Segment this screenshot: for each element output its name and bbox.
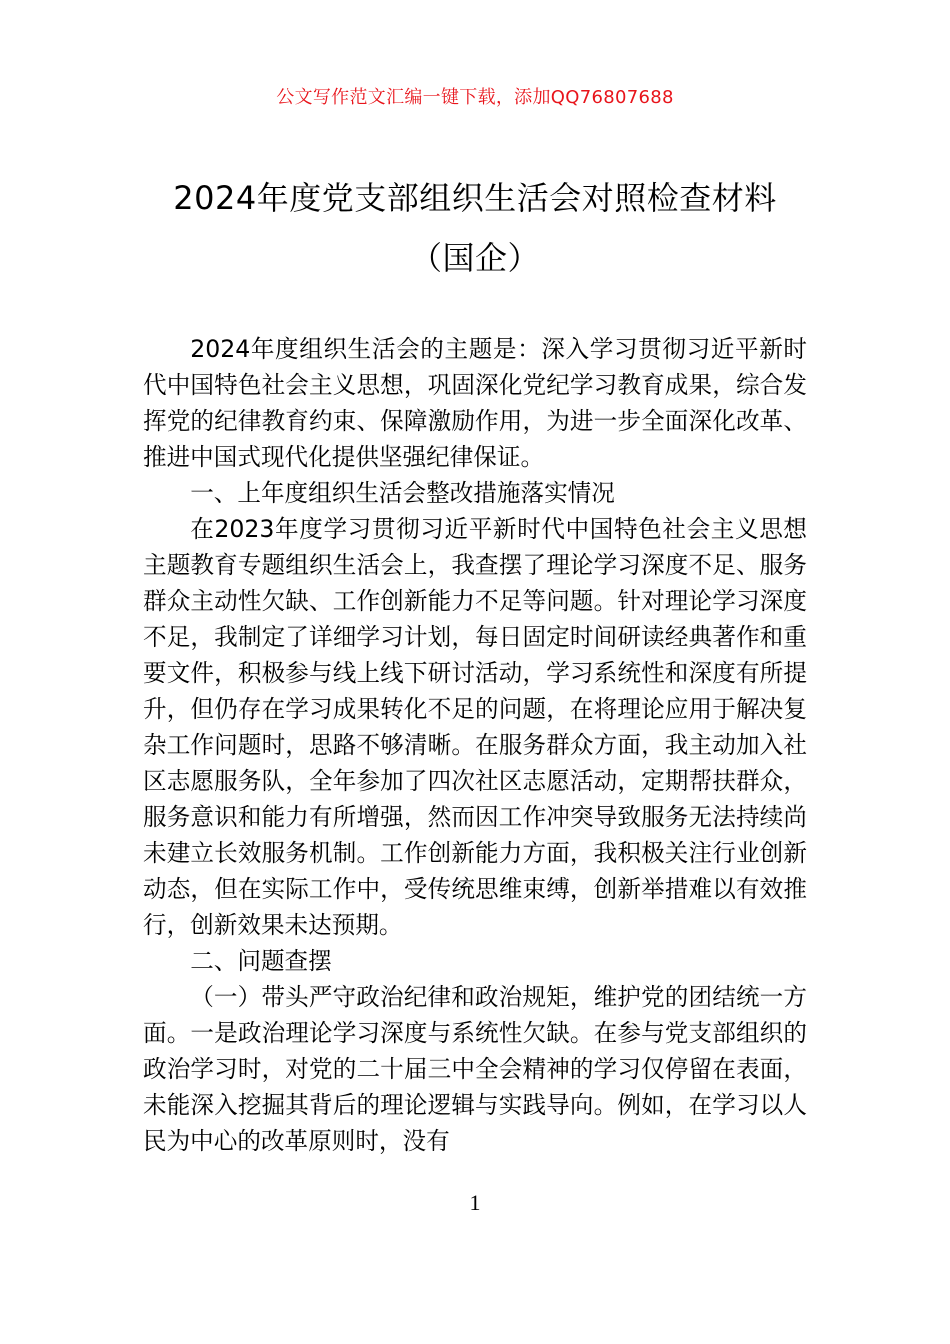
- document-subtitle: （国企）: [409, 239, 540, 277]
- section-heading-1: 一、上年度组织生活会整改措施落实情况: [190, 479, 615, 507]
- watermark-text: 公文写作范文汇编一键下载，添加QQ76807688: [276, 87, 674, 108]
- document-title: 2024年度党支部组织生活会对照检查材料: [173, 179, 777, 217]
- document-body: [143, 331, 807, 1159]
- section-heading-2: 二、问题查摆: [190, 947, 332, 975]
- paragraph-rectification: 在2023年度学习贯彻习近平新时代中国特色社会主义思想主题教育专题组织生活会上，我查摆了理论学习深度不足、服务群众主动性欠缺、工作创新能力不足等问题。针对理论学习深度不足，我制定了详细学习计划，每日固定时间研读经典著作和重要文件，积极参与线上线下研讨活动，学习系统性和深度有所提升，但仍存在学习成果转化不足的问题，在将理论应用于解决复杂工作问题时，思路不够清晰。在服务群众方面，我主动加入社区志愿服务队，全年参加了四次社区志愿活动，定期帮扶群众，服务意识和能力有所增强，然而因工作冲突导致服务无法持续尚未建立长效服务机制。工作创新能力方面，我积极关注行业创新动态，但在实际工作中，受传统思维束缚，创新举措难以有效推行，创新效果未达预期。: [143, 515, 807, 939]
- page-number: 1: [469, 1190, 481, 1215]
- paragraph-problem-1: （一）带头严守政治纪律和政治规矩，维护党的团结统一方面。一是政治理论学习深度与系统性欠缺。在参与党支部组织的政治学习时，对党的二十届三中全会精神的学习仅停留在表面，未能深入挖掘其背后的理论逻辑与实践导向。例如，在学习以人民为中心的改革原则时，没有: [143, 983, 807, 1155]
- paragraph-intro: 2024年度组织生活会的主题是：深入学习贯彻习近平新时代中国特色社会主义思想，巩固深化党纪学习教育成果，综合发挥党的纪律教育约束、保障激励作用，为进一步全面深化改革、推进中国式现代化提供坚强纪律保证。: [143, 335, 807, 471]
